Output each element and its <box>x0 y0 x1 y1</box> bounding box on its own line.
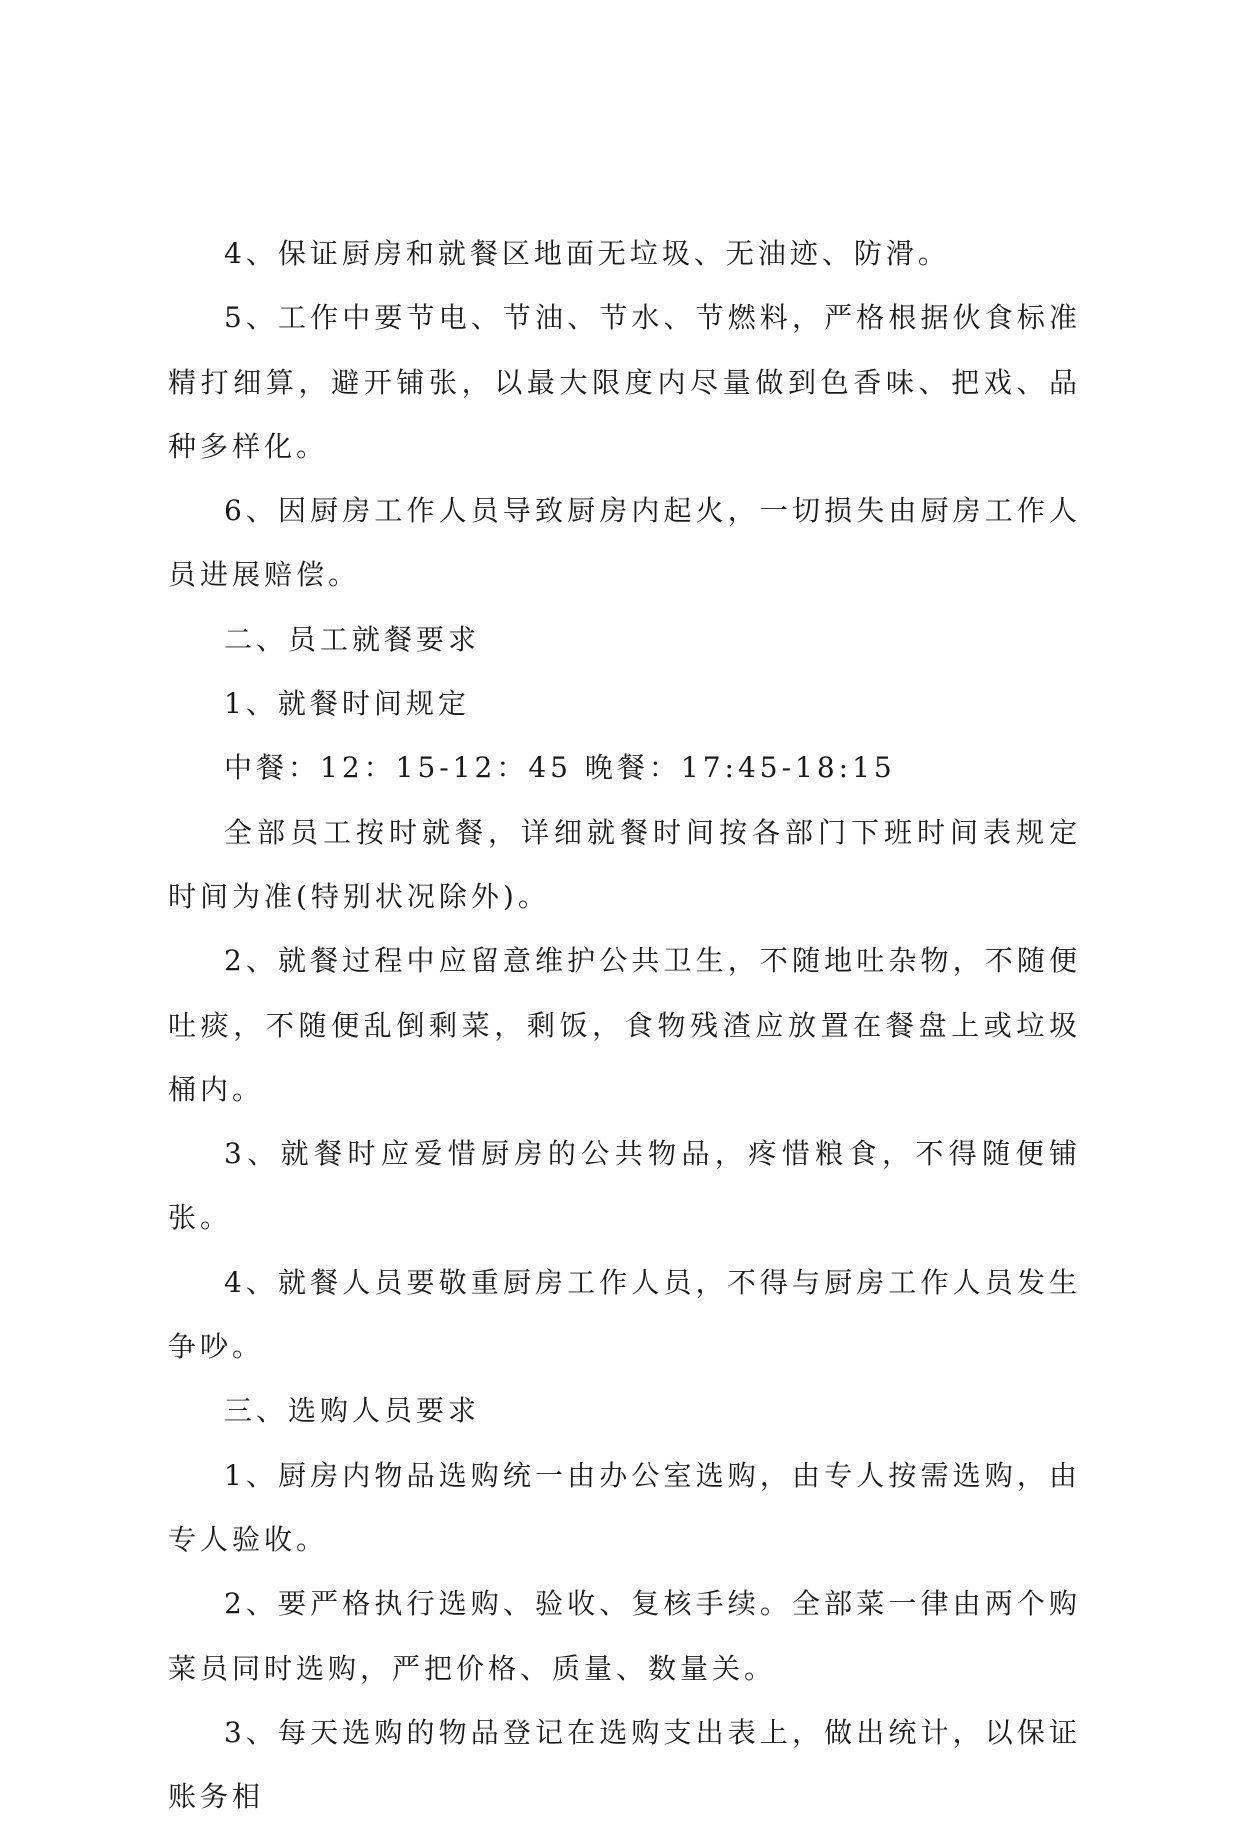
paragraph-fire-liability: 6、因厨房工作人员导致厨房内起火，一切损失由厨房工作人员进展赔偿。 <box>168 494 1081 592</box>
paragraph-unified-purchasing: 1、厨房内物品选购统一由办公室选购，由专人按需选购，由专人验收。 <box>168 1458 1081 1556</box>
paragraph-public-hygiene: 2、就餐过程中应留意维护公共卫生，不随地吐杂物，不随便吐痰，不随便乱倒剩菜，剩饭，食物残渣应放置在餐盘上或垃圾桶内。 <box>168 944 1081 1106</box>
document-body <box>168 222 1081 1829</box>
section-heading-purchasing: 三、选购人员要求 <box>224 1394 481 1428</box>
paragraph-cherish-items: 3、就餐时应爱惜厨房的公共物品，疼惜粮食，不得随便铺张。 <box>168 1137 1081 1235</box>
paragraph-respect-staff: 4、就餐人员要敬重厨房工作人员，不得与厨房工作人员发生争吵。 <box>168 1265 1081 1364</box>
paragraph-kitchen-floor: 4、保证厨房和就餐区地面无垃圾、无油迹、防滑。 <box>224 237 950 270</box>
paragraph-purchase-procedure: 2、要严格执行选购、验收、复核手续。全部菜一律由两个购菜员同时选购，严把价格、质量、数量关。 <box>168 1587 1081 1685</box>
paragraph-dining-times: 中餐：12：15-12：45 晚餐：17:45-18:15 <box>224 751 896 785</box>
paragraph-save-energy: 5、工作中要节电、节油、节水、节燃料，严格根据伙食标准精打细算，避开铺张，以最大限度内尽量做到色香味、把戏、品种多样化。 <box>168 301 1081 463</box>
paragraph-on-time-dining: 全部员工按时就餐，详细就餐时间按各部门下班时间表规定时间为准(特别状况除外)。 <box>168 815 1081 913</box>
paragraph-purchase-record: 3、每天选购的物品登记在选购支出表上，做出统计，以保证账务相 <box>168 1715 1081 1814</box>
paragraph-dining-time-title: 1、就餐时间规定 <box>224 687 470 721</box>
section-heading-dining: 二、员工就餐要求 <box>224 622 481 656</box>
